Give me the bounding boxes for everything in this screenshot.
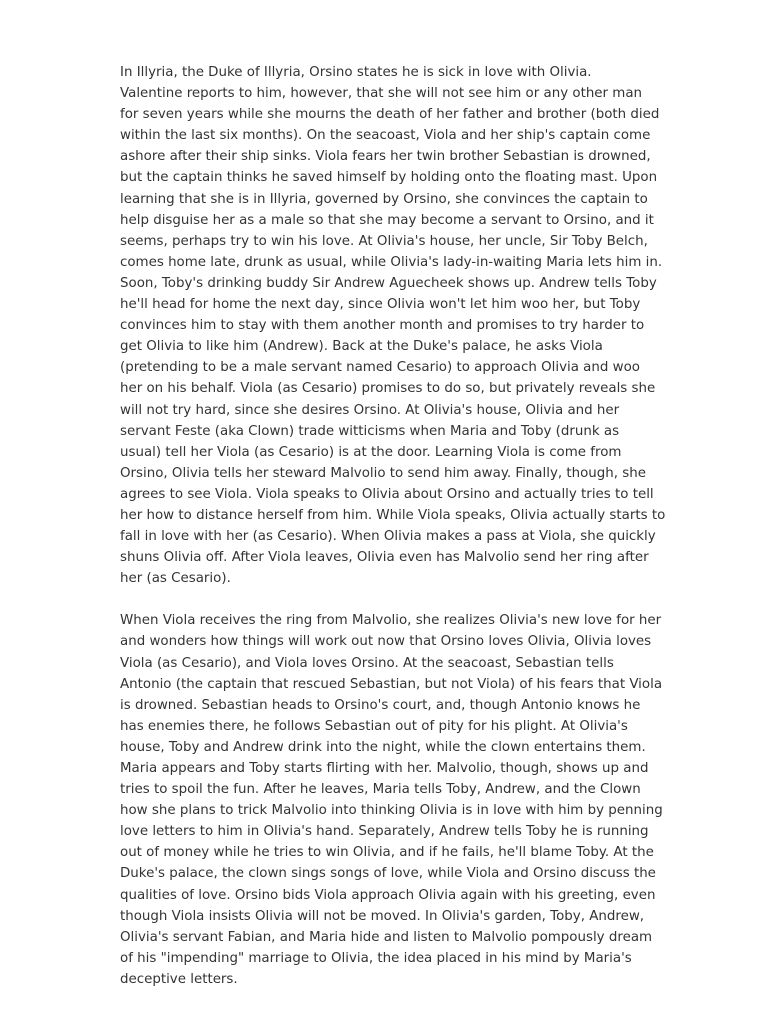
- text-line: for seven years while she mourns the death of her father and brother (both died: [120, 107, 660, 123]
- text-line: fall in love with her (as Cesario). When Olivia makes a pass at Viola, she quickly: [120, 529, 656, 545]
- text-line: tries to spoil the fun. After he leaves, Maria tells Toby, Andrew, and the Clown: [120, 782, 641, 798]
- text-line: out of money while he tries to win Olivia, and if he fails, he'll blame Toby. At the: [120, 845, 654, 861]
- paragraph: [120, 610, 720, 990]
- paragraph: [120, 62, 720, 589]
- text-line: agrees to see Viola. Viola speaks to Olivia about Orsino and actually tries to tell: [120, 486, 654, 502]
- text-line: will not try hard, since she desires Orsino. At Olivia's house, Olivia and her: [120, 402, 620, 418]
- text-line: Duke's palace, the clown sings songs of love, while Viola and Orsino discuss the: [120, 866, 656, 882]
- text-line: Valentine reports to him, however, that she will not see him or any other man: [120, 86, 643, 102]
- text-line: Viola (as Cesario), and Viola loves Orsino. At the seacoast, Sebastian tells: [120, 655, 614, 671]
- text-line: qualities of love. Orsino bids Viola approach Olivia again with his greeting, even: [120, 887, 656, 903]
- text-line: of his "impending" marriage to Olivia, the idea placed in his mind by Maria's: [120, 950, 632, 966]
- text-line: comes home late, drunk as usual, while Olivia's lady-in-waiting Maria lets him in.: [120, 254, 663, 270]
- text-line: Soon, Toby's drinking buddy Sir Andrew Aguecheek shows up. Andrew tells Toby: [120, 275, 657, 291]
- text-line: help disguise her as a male so that she may become a servant to Orsino, and it: [120, 212, 654, 228]
- text-line: how she plans to trick Malvolio into thinking Olivia is in love with him by penning: [120, 803, 663, 819]
- text-line: her (as Cesario).: [120, 571, 231, 587]
- text-line: learning that she is in Illyria, governed by Orsino, she convinces the captain to: [120, 191, 648, 207]
- text-line: is drowned. Sebastian heads to Orsino's court, and, though Antonio knows he: [120, 697, 641, 713]
- text-line: but the captain thinks he saved himself by holding onto the floating mast. Upon: [120, 170, 658, 186]
- text-line: within the last six months). On the seacoast, Viola and her ship's captain come: [120, 128, 651, 144]
- text-line: seems, perhaps try to win his love. At Olivia's house, her uncle, Sir Toby Belch,: [120, 233, 648, 249]
- text-line: her how to distance herself from him. While Viola speaks, Olivia actually starts to: [120, 507, 666, 523]
- text-line: has enemies there, he follows Sebastian out of pity for his plight. At Olivia's: [120, 718, 628, 734]
- text-line: When Viola receives the ring from Malvolio, she realizes Olivia's new love for her: [120, 613, 662, 629]
- text-line: he'll head for home the next day, since Olivia won't let him woo her, but Toby: [120, 297, 641, 313]
- text-line: Olivia's servant Fabian, and Maria hide and listen to Malvolio pompously dream: [120, 929, 653, 945]
- text-line: In Illyria, the Duke of Illyria, Orsino states he is sick in love with Olivia.: [120, 65, 592, 80]
- text-line: Antonio (the captain that rescued Sebastian, but not Viola) of his fears that Viola: [120, 676, 663, 692]
- text-line: servant Feste (aka Clown) trade witticisms when Maria and Toby (drunk as: [120, 423, 620, 439]
- text-line: deceptive letters.: [120, 971, 238, 987]
- text-line: convinces him to stay with them another month and promises to try harder to: [120, 318, 645, 334]
- text-line: and wonders how things will work out now that Orsino loves Olivia, Olivia loves: [120, 634, 652, 650]
- text-line: house, Toby and Andrew drink into the night, while the clown entertains them.: [120, 739, 646, 755]
- text-line: (pretending to be a male servant named Cesario) to approach Olivia and woo: [120, 360, 640, 376]
- text-line: shuns Olivia off. After Viola leaves, Olivia even has Malvolio send her ring after: [120, 550, 649, 566]
- document-body: [120, 62, 720, 1011]
- text-line: usual) tell her Viola (as Cesario) is at the door. Learning Viola is come from: [120, 444, 622, 460]
- text-line: though Viola insists Olivia will not be moved. In Olivia's garden, Toby, Andrew,: [120, 908, 645, 924]
- text-line: love letters to him in Olivia's hand. Separately, Andrew tells Toby he is running: [120, 824, 649, 840]
- text-line: ashore after their ship sinks. Viola fears her twin brother Sebastian is drowned,: [120, 149, 651, 165]
- text-line: her on his behalf. Viola (as Cesario) promises to do so, but privately reveals she: [120, 381, 656, 397]
- text-line: get Olivia to like him (Andrew). Back at the Duke's palace, he asks Viola: [120, 339, 603, 355]
- text-line: Orsino, Olivia tells her steward Malvolio to send him away. Finally, though, she: [120, 465, 646, 481]
- text-line: Maria appears and Toby starts flirting with her. Malvolio, though, shows up and: [120, 761, 649, 776]
